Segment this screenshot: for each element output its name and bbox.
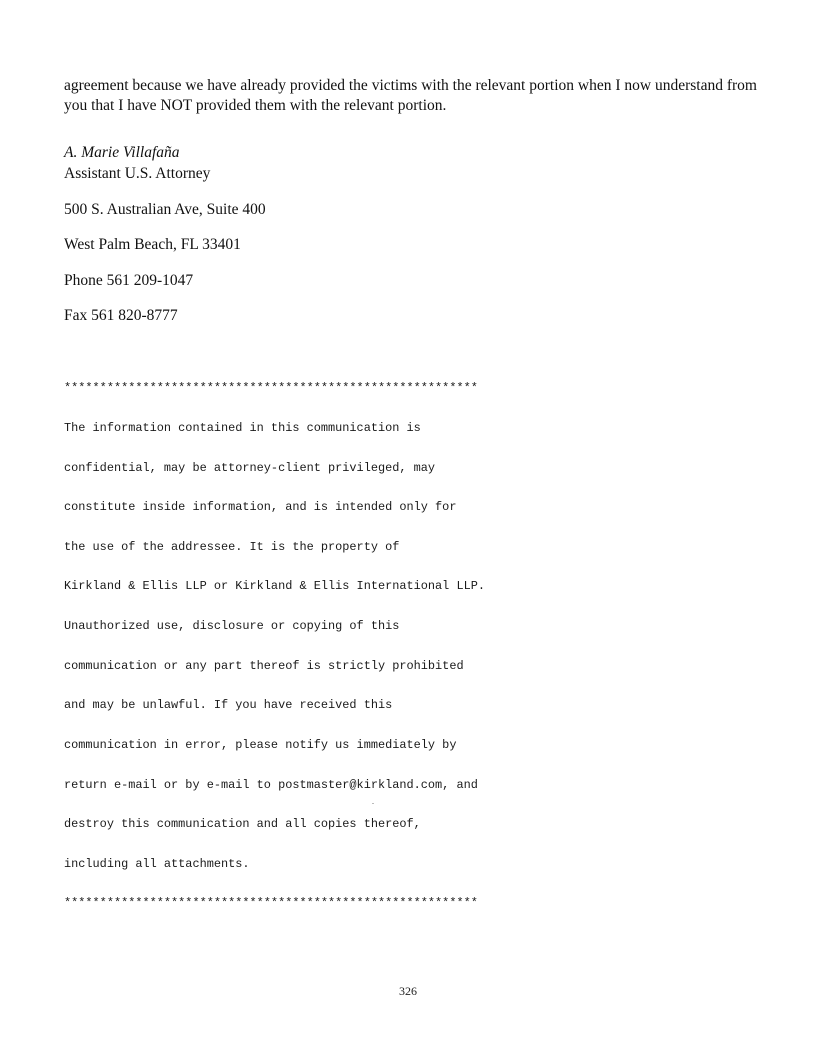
signature-address-line2: West Palm Beach, FL 33401 — [64, 236, 241, 253]
disclaimer-line: ********************************************************** — [64, 381, 478, 396]
signature-phone: Phone 561 209-1047 — [64, 272, 194, 289]
disclaimer-line: confidential, may be attorney-client privileged, may — [64, 460, 436, 475]
disclaimer-line: destroy this communication and all copies thereof, — [64, 817, 421, 832]
signature-name: A. Marie Villafaña — [64, 144, 180, 161]
signature-address-line1: 500 S. Australian Ave, Suite 400 — [64, 201, 266, 218]
disclaimer-line: communication or any part thereof is strictly prohibited — [64, 658, 464, 673]
disclaimer-line: communication in error, please notify us immediately by — [64, 737, 457, 752]
disclaimer-line: The information contained in this communication is — [64, 421, 421, 436]
disclaimer-line: constitute inside information, and is intended only for — [64, 500, 457, 515]
signature-title: Assistant U.S. Attorney — [64, 165, 211, 182]
body-paragraph: agreement because we have already provided the victims with the relevant portion when I now understand from you that I have NOT provided them with the relevant portion. — [64, 77, 757, 114]
signature-fax: Fax 561 820-8777 — [64, 307, 178, 324]
disclaimer-line: ********************************************************** — [64, 896, 478, 911]
scan-speck — [372, 803, 374, 804]
disclaimer-line: Kirkland & Ellis LLP or Kirkland & Ellis International LLP. — [64, 579, 485, 594]
page-number: 326 — [399, 984, 417, 998]
disclaimer-line: and may be unlawful. If you have received this — [64, 698, 393, 713]
confidentiality-disclaimer — [64, 356, 534, 937]
disclaimer-line: the use of the addressee. It is the property of — [64, 539, 400, 554]
disclaimer-line: Unauthorized use, disclosure or copying of this — [64, 619, 400, 634]
disclaimer-line: return e-mail or by e-mail to postmaster@kirkland.com, and — [64, 777, 478, 792]
disclaimer-line: including all attachments. — [64, 856, 250, 871]
